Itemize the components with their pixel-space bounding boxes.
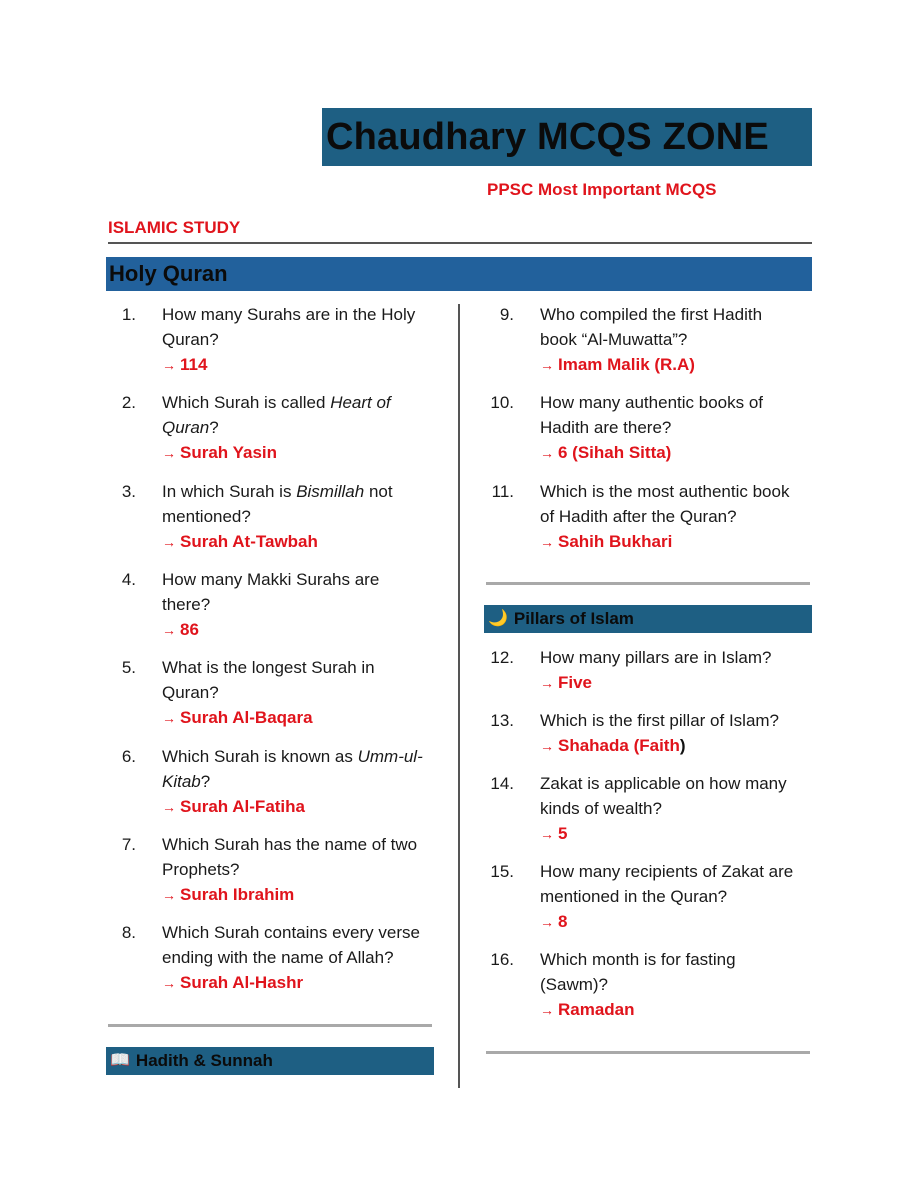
arrow-right-icon: → (162, 534, 176, 550)
answer (162, 882, 294, 908)
question-text: Which Surah has the name of two (162, 835, 418, 854)
arrow-right-icon: → (540, 1002, 554, 1018)
question-text: How many Makki Surahs are (162, 570, 380, 589)
question-text: Which month is for fasting (540, 950, 736, 969)
answer (540, 733, 686, 759)
crescent-moon-icon: 🌙 (488, 610, 508, 627)
section-title: Hadith & Sunnah (135, 1051, 273, 1070)
section-bar-pillars (484, 605, 812, 633)
question-text: How many recipients of Zakat are (540, 862, 794, 881)
question-text: In which Surah is Bismillah not (162, 482, 393, 501)
question-text: (Sawm)? (540, 975, 609, 994)
question-text: ending with the name of Allah? (162, 948, 394, 967)
question-text: mentioned? (162, 507, 251, 526)
question-body (162, 390, 391, 440)
question-text: book “Al-Muwatta”? (540, 330, 688, 349)
answer (540, 352, 695, 378)
question-text: Prophets? (162, 860, 240, 879)
answer (540, 670, 592, 696)
answer-text: 86 (180, 620, 199, 639)
question-body (540, 645, 771, 670)
answer-text: 6 (Sihah Sitta) (558, 443, 672, 462)
question-body (540, 947, 736, 997)
question-body (162, 479, 393, 529)
answer-text: 114 (180, 355, 208, 374)
question-text: kinds of wealth? (540, 799, 662, 818)
answer-text: Surah Ibrahim (180, 885, 295, 904)
question-text: Who compiled the first Hadith (540, 305, 763, 324)
question-text: Hadith are there? (540, 418, 672, 437)
question-body (162, 832, 417, 882)
question-body (162, 920, 420, 970)
answer-text: Surah Yasin (180, 443, 278, 462)
question-body (162, 744, 423, 794)
arrow-right-icon: → (162, 887, 176, 903)
arrow-right-icon: → (540, 826, 554, 842)
header-divider (108, 242, 812, 244)
answer (162, 794, 305, 820)
question-body (162, 567, 379, 617)
answer-text: Imam Malik (R.A) (558, 355, 695, 374)
answer (540, 997, 635, 1023)
question-number: 6. (121, 747, 136, 766)
answer (162, 440, 277, 466)
open-book-icon: 📖 (110, 1052, 130, 1069)
answer-text: Surah Al-Hashr (180, 973, 304, 992)
arrow-right-icon: → (162, 799, 176, 815)
subject-heading: ISLAMIC STUDY (108, 218, 241, 237)
question-body (540, 708, 779, 733)
question-number: 9. (499, 305, 514, 324)
question-text: How many authentic books of (540, 393, 764, 412)
question-body (540, 302, 762, 352)
question-text: Quran? (162, 418, 219, 437)
question-number: 16. (490, 950, 514, 969)
answer (162, 970, 303, 996)
question-number: 10. (490, 393, 514, 412)
question-text: Quran? (162, 683, 219, 702)
question-number: 14. (490, 774, 514, 793)
page-subtitle: PPSC Most Important MCQS (487, 180, 717, 199)
arrow-right-icon: → (162, 357, 176, 373)
question-number: 15. (490, 862, 514, 881)
arrow-right-icon: → (540, 445, 554, 461)
answer-text: Surah Al-Fatiha (180, 797, 305, 816)
answer-text: Sahih Bukhari (558, 532, 673, 551)
answer-text: Surah At-Tawbah (180, 532, 318, 551)
question-text: of Hadith after the Quran? (540, 507, 737, 526)
question-body (162, 655, 375, 705)
answer-text: Surah Al-Baqara (180, 708, 313, 727)
answer-text: Ramadan (558, 1000, 635, 1019)
question-body (540, 390, 763, 440)
question-number: 4. (121, 570, 136, 589)
answer (540, 440, 671, 466)
section-title: Pillars of Islam (513, 609, 634, 628)
question-number: 2. (121, 393, 136, 412)
arrow-right-icon: → (162, 975, 176, 991)
question-text: Kitab? (162, 772, 211, 791)
arrow-right-icon: → (540, 534, 554, 550)
question-text: Zakat is applicable on how many (540, 774, 787, 793)
brand-banner (322, 108, 812, 166)
section-bar-hadith (106, 1047, 434, 1075)
question-number: 12. (490, 648, 514, 667)
answer (540, 529, 672, 555)
answer (162, 352, 207, 378)
question-text: Which Surah is called Heart of (162, 393, 391, 412)
arrow-right-icon: → (162, 622, 176, 638)
question-text: Which Surah contains every verse (162, 923, 420, 942)
question-text: Which is the most authentic book (540, 482, 790, 501)
question-text: What is the longest Surah in (162, 658, 375, 677)
question-text: mentioned in the Quran? (540, 887, 728, 906)
question-number: 1. (121, 305, 136, 324)
question-text: Which is the first pillar of Islam? (540, 711, 780, 730)
question-text: How many Surahs are in the Holy (162, 305, 416, 324)
column-divider (458, 304, 460, 1088)
question-text: Which Surah is known as Umm-ul- (162, 747, 423, 766)
arrow-right-icon: → (540, 357, 554, 373)
question-number: 13. (490, 711, 514, 730)
answer-tail: ) (679, 736, 686, 755)
arrow-right-icon: → (162, 710, 176, 726)
question-number: 5. (121, 658, 136, 677)
answer (540, 821, 567, 847)
answer (162, 705, 313, 731)
question-body (540, 771, 787, 821)
answer-text: 8 (558, 912, 568, 931)
question-number: 8. (121, 923, 136, 942)
section-divider (486, 582, 810, 585)
brand-title: Chaudhary MCQS ZONE (326, 115, 769, 158)
question-body (162, 302, 415, 352)
section-title: Holy Quran (109, 261, 228, 286)
question-number: 11. (491, 482, 514, 501)
answer (162, 617, 199, 643)
arrow-right-icon: → (540, 675, 554, 691)
question-text: there? (162, 595, 211, 614)
arrow-right-icon: → (540, 738, 554, 754)
question-text: How many pillars are in Islam? (540, 648, 772, 667)
section-divider (108, 1024, 432, 1027)
question-number: 3. (121, 482, 136, 501)
answer-text: Shahada (Faith (558, 736, 680, 755)
arrow-right-icon: → (540, 914, 554, 930)
section-divider (486, 1051, 810, 1054)
answer-text: Five (558, 673, 593, 692)
section-bar-holy-quran (106, 257, 812, 291)
answer (540, 909, 567, 935)
question-text: Quran? (162, 330, 219, 349)
question-body (540, 479, 789, 529)
question-body (540, 859, 793, 909)
arrow-right-icon: → (162, 445, 176, 461)
question-number: 7. (121, 835, 136, 854)
answer-text: 5 (558, 824, 568, 843)
answer (162, 529, 318, 555)
